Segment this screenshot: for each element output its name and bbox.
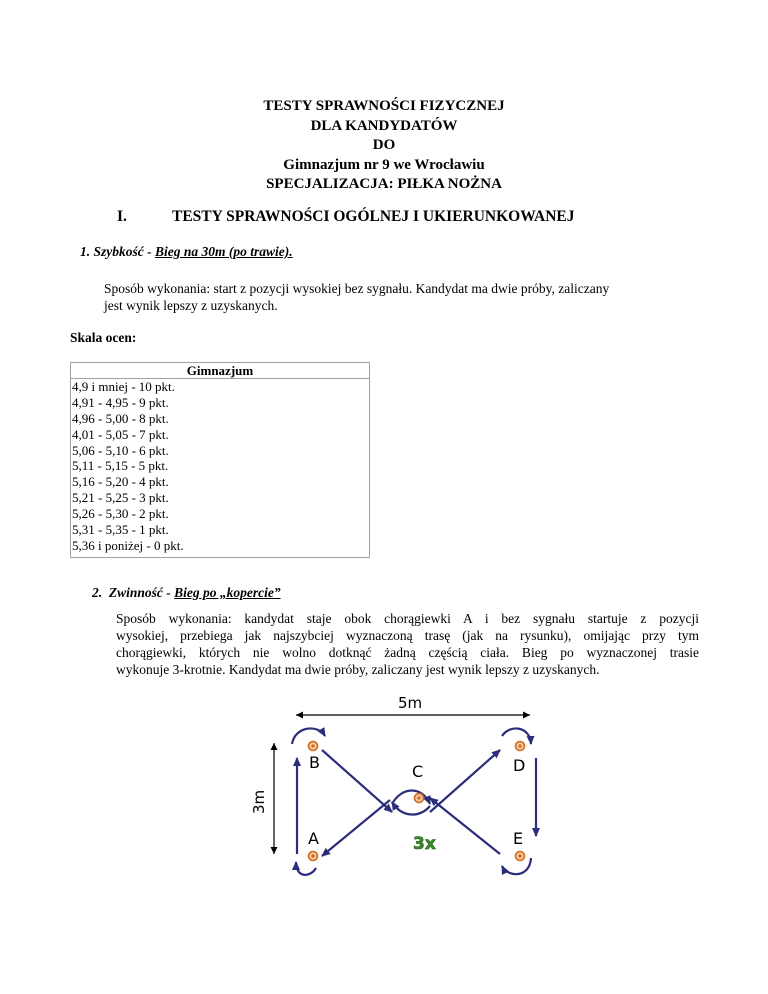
flag-c-icon (415, 794, 424, 803)
envelope-run-diagram (240, 686, 560, 886)
test2-number: 2. (92, 585, 103, 600)
paragraph-line: Sposób wykonania: start z pozycji wysokiej bez sygnału. Kandydat ma dwie próby, zaliczany (104, 281, 610, 296)
point-label-e: E (513, 829, 524, 848)
document-title (0, 97, 768, 195)
title-line: TESTY SPRAWNOŚCI FIZYCZNEJ (263, 98, 505, 114)
title-line: Gimnazjum nr 9 we Wrocławiu (283, 156, 485, 173)
score-table (70, 362, 370, 558)
test2-prefix: Zwinność - (108, 585, 175, 600)
test2-heading (92, 585, 281, 601)
test1-name: Bieg na 30m (po trawie). (155, 244, 293, 259)
title-line: DO (372, 137, 396, 153)
table-header: Gimnazjum (71, 363, 369, 379)
table-row: 5,36 i poniżej - 0 pkt. (72, 537, 184, 553)
table-row: 5,06 - 5,10 - 6 pkt. (72, 442, 169, 458)
table-row: 4,91 - 4,95 - 9 pkt. (72, 394, 169, 410)
table-row: 5,31 - 5,35 - 1 pkt. (72, 522, 169, 538)
arrowhead-icon (296, 712, 303, 719)
title-line: SPECJALIZACJA: PIŁKA NOŻNA (266, 176, 502, 192)
paragraph-line: jest wynik lepszy z uzyskanych. (104, 298, 278, 313)
section-number: I. (117, 208, 127, 225)
flag-e-icon (516, 852, 525, 861)
test2-description (116, 610, 699, 678)
point-label-d: D (513, 756, 526, 775)
point-label-a: A (308, 829, 319, 848)
table-row: 4,96 - 5,00 - 8 pkt. (72, 410, 169, 426)
repeat-label: 3x (413, 834, 436, 854)
flag-d-icon (516, 742, 525, 751)
table-row: 4,9 i mniej - 10 pkt. (72, 379, 175, 394)
table-row: 5,21 - 5,25 - 3 pkt. (72, 490, 169, 506)
paragraph-line: wykonuje 3-krotnie. Kandydat ma dwie próby, zaliczany jest wynik lepszy z uzyskanych. (116, 662, 600, 677)
point-label-c: C (412, 762, 424, 781)
test2-name: Bieg po „kopercie” (174, 585, 281, 600)
test1-prefix: 1. Szybkość - (80, 244, 155, 259)
flag-b-icon (309, 742, 318, 751)
table-row: 5,16 - 5,20 - 4 pkt. (72, 474, 169, 490)
scale-label: Skala ocen: (70, 330, 137, 345)
paragraph-line: chorągiewki, których nie wolno dotknąć żadną częścią ciała. Bieg po wyznaczonej trasie (116, 645, 699, 660)
width-label: 5m (398, 694, 423, 712)
test1-description (104, 280, 609, 314)
arrowhead-icon (523, 712, 530, 719)
flag-a-icon (309, 852, 318, 861)
table-row: 5,11 - 5,15 - 5 pkt. (72, 458, 169, 474)
table-row: 5,26 - 5,30 - 2 pkt. (72, 506, 169, 522)
paragraph-line: Sposób wykonania: kandydat staje obok chorągiewki A i bez sygnału startuje z pozycji (116, 611, 699, 626)
test1-heading (80, 244, 293, 260)
point-label-b: B (309, 753, 320, 772)
section-title: TESTY SPRAWNOŚCI OGÓLNEJ I UKIERUNKOWANEJ (172, 208, 575, 225)
paragraph-line: wysokiej, przebiega jak najszybciej wyznaczoną trasę (jak na rysunku), omijając przy tym (116, 628, 699, 643)
table-row: 4,01 - 5,05 - 7 pkt. (72, 426, 169, 442)
height-label: 3m (250, 789, 268, 814)
title-line: DLA KANDYDATÓW (310, 117, 458, 134)
arrowhead-icon (271, 847, 278, 854)
arrowhead-icon (271, 743, 278, 750)
